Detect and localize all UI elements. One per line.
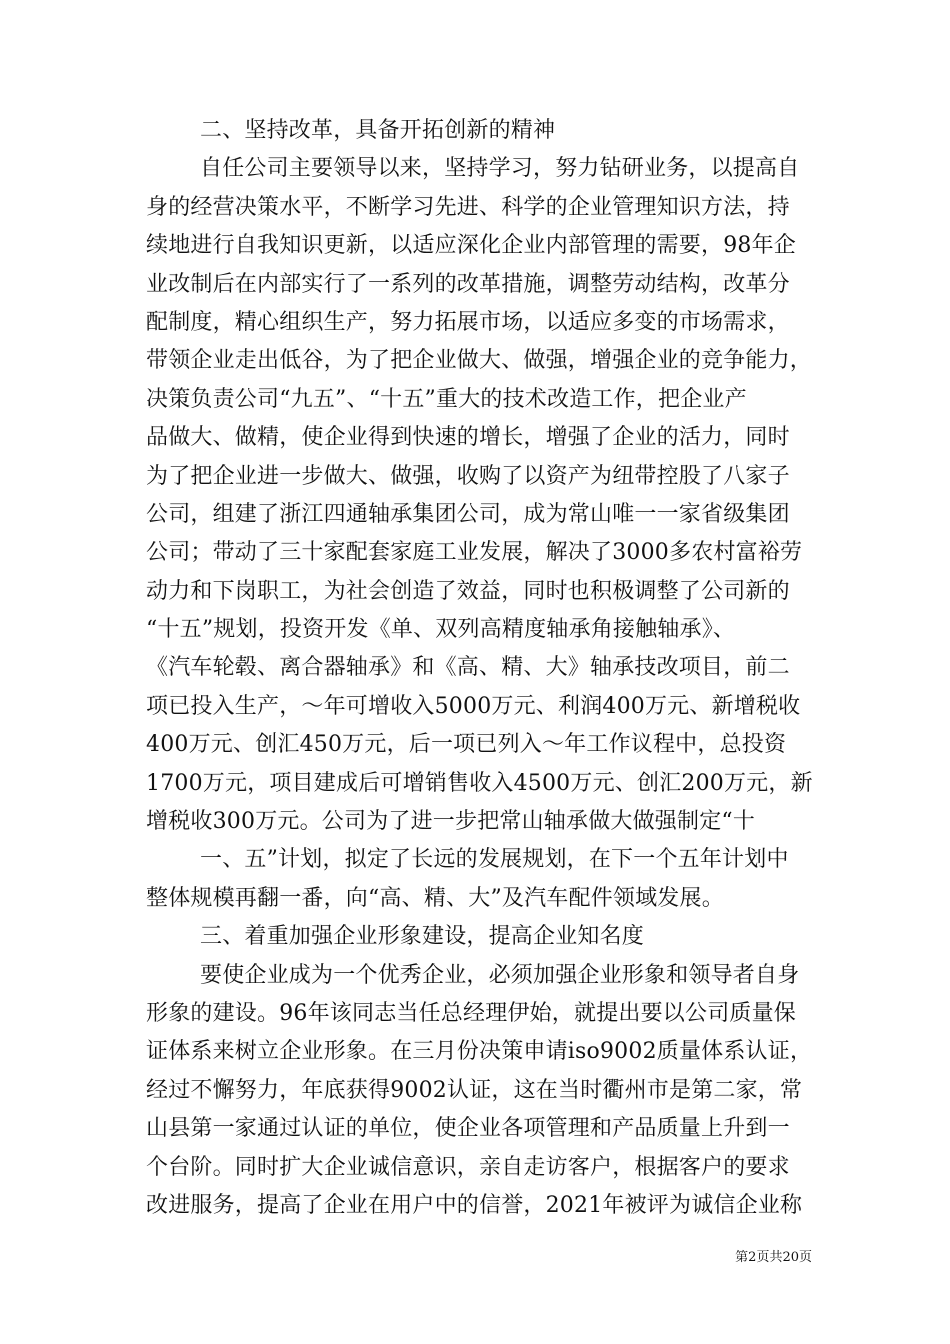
text-line: 动力和下岗职工，为社会创造了效益，同时也积极调整了公司新的 [146, 578, 790, 604]
text-line: 整体规模再翻一番，向“高、精、大”及汽车配件领域发展。 [146, 885, 724, 911]
document-body [146, 112, 813, 1225]
text-line: 《汽车轮毂、离合器轴承》和《高、精、大》轴承技改项目，前二 [146, 655, 790, 681]
text-line: 为了把企业进一步做大、做强，收购了以资产为纽带控股了八家子 [146, 463, 790, 489]
text-line: 改进服务，提高了企业在用户中的信誉，2021年被评为诚信企业称 [146, 1192, 803, 1218]
text-line: 品做大、做精，使企业得到快速的增长，增强了企业的活力，同时 [146, 425, 790, 451]
text-line: 自任公司主要领导以来，坚持学习，努力钻研业务，以提高自 [200, 156, 800, 182]
text-line: “十五”规划，投资开发《单、双列高精度轴承角接触轴承》、 [146, 617, 736, 643]
text-line: 决策负责公司“九五”、“十五”重大的技术改造工作，把企业产 [146, 386, 747, 412]
text-line: 经过不懈努力，年底获得9002认证，这在当时衢州市是第二家，常 [146, 1077, 803, 1103]
text-line: 身的经营决策水平，不断学习先进、科学的企业管理知识方法，持 [146, 194, 790, 220]
text-line: 配制度，精心组织生产，努力拓展市场，以适应多变的市场需求， [146, 309, 790, 335]
text-line: 山县第一家通过认证的单位，使企业各项管理和产品质量上升到一 [146, 1116, 790, 1142]
text-line: 公司，组建了浙江四通轴承集团公司，成为常山唯一一家省级集团 [146, 501, 790, 527]
text-line: 公司；带动了三十家配套家庭工业发展，解决了3000多农村富裕劳 [146, 540, 803, 566]
text-line: 项已投入生产，～年可增收入5000万元、利润400万元、新增税收 [146, 693, 801, 719]
text-line: 二、坚持改革，具备开拓创新的精神 [200, 118, 556, 143]
text-line: 带领企业走出低谷，为了把企业做大、做强，增强企业的竞争能力， [146, 348, 813, 374]
text-line: 三、着重加强企业形象建设，提高企业知名度 [200, 924, 645, 950]
text-line: 400万元、创汇450万元，后一项已列入～年工作议程中，总投资 [146, 732, 787, 758]
text-line: 证体系来树立企业形象。在三月份决策申请iso9002质量体系认证， [146, 1039, 813, 1065]
text-line: 形象的建设。96年该同志当任总经理伊始，就提出要以公司质量保 [146, 1000, 796, 1026]
page-number: 第2页共20页 [735, 1250, 812, 1265]
text-line: 个台阶。同时扩大企业诚信意识，亲自走访客户，根据客户的要求 [146, 1154, 790, 1180]
text-line: 增税收300万元。公司为了进一步把常山轴承做大做强制定“十 [146, 809, 756, 835]
text-line: 一、五”计划，拟定了长远的发展规划，在下一个五年计划中 [200, 847, 789, 873]
text-line: 要使企业成为一个优秀企业，必须加强企业形象和领导者自身 [200, 962, 800, 988]
text-line: 1700万元，项目建成后可增销售收入4500万元、创汇200万元，新 [146, 770, 813, 796]
text-line: 续地进行自我知识更新，以适应深化企业内部管理的需要，98年企 [146, 233, 796, 259]
text-line: 业改制后在内部实行了一系列的改革措施，调整劳动结构，改革分 [146, 271, 790, 297]
